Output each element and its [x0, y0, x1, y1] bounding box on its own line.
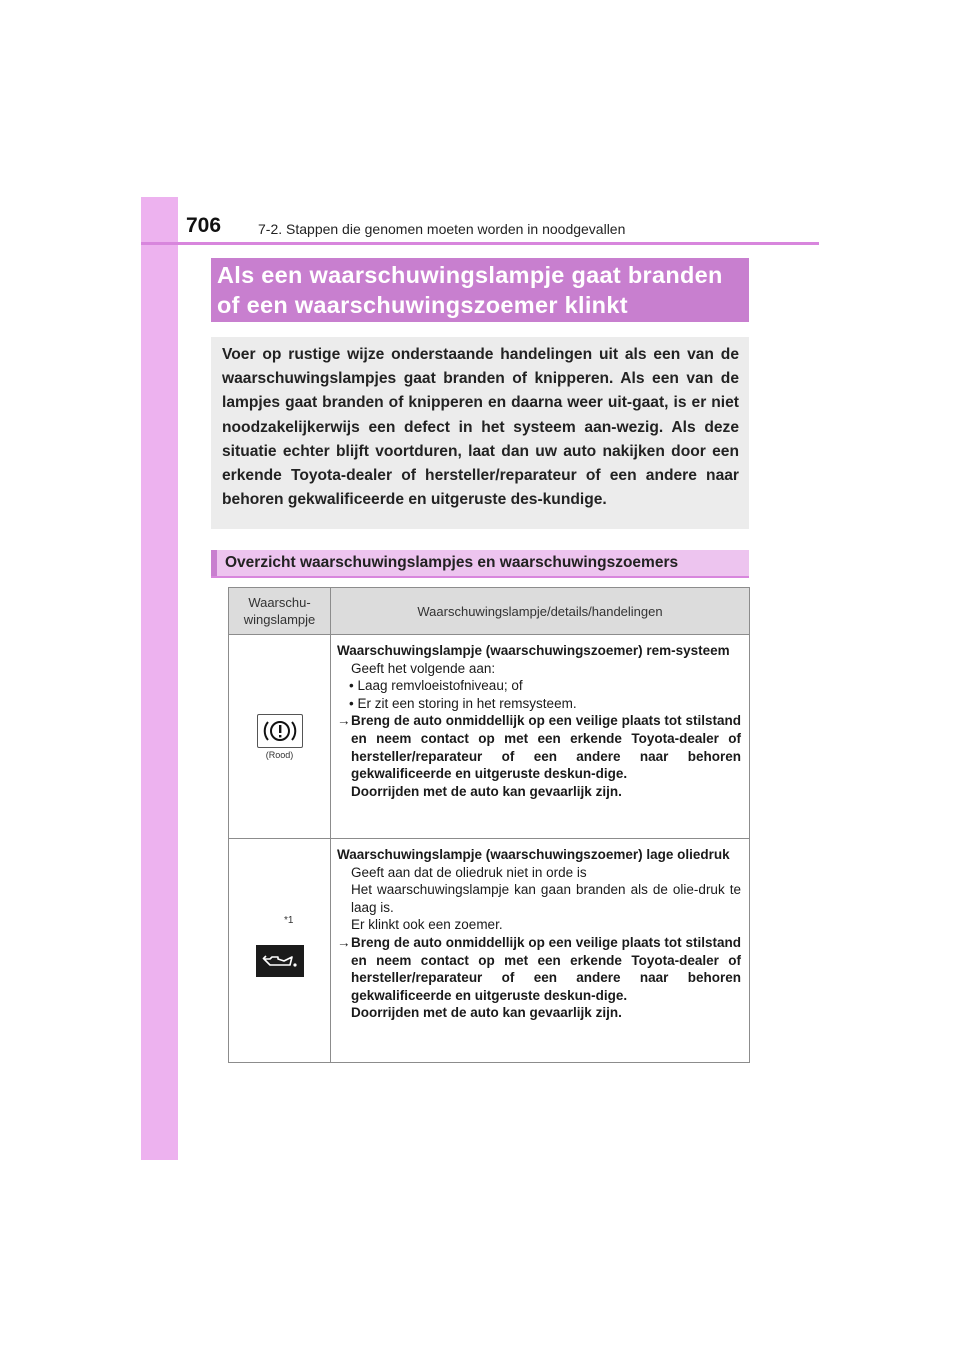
bullet-item: • Er zit een storing in het remsysteem. [349, 695, 577, 711]
intro-paragraph: Voer op rustige wijze onderstaande handelingen uit als een van de waarschuwingslampjes gaat branden of knipperen. Als een van de lampjes gaat branden of knipperen en daarna weer uit-gaat, is er niet noodzakelijkerwijs een defect in het systeem aan-wezig. Als deze situatie echter blijft voortduren, laat dan uw auto nakijken door een erkende Toyota-dealer of hersteller/reparateur of een andere naar behoren gekwalificeerde en uitgeruste des-kundige. [211, 337, 749, 529]
icon-cell [229, 635, 331, 839]
description-line: Geeft aan dat de oliedruk niet in orde is [351, 864, 587, 880]
brake-warning-icon [257, 714, 303, 748]
arrow-icon: → [337, 934, 351, 950]
table-row [229, 635, 750, 839]
header-rule [141, 242, 819, 245]
description-line: Het waarschuwingslampje kan gaan branden als de olie-druk te laag is. [351, 882, 741, 915]
section-heading: Overzicht waarschuwingslampjes en waarschuwingszoemers [211, 550, 749, 576]
column-header-light-line2: wingslampje [243, 612, 316, 627]
column-header-details: Waarschuwingslampje/details/handelingen [331, 588, 750, 635]
bullet-text: Laag remvloeistofniveau; of [357, 678, 523, 694]
chapter-header: 7-2. Stappen die genomen moeten worden in noodgevallen [258, 221, 626, 237]
bullet-item: • Laag remvloeistofniveau; of [349, 678, 523, 694]
description-line: Geeft het volgende aan: [351, 660, 496, 676]
action-text [337, 934, 741, 1004]
bullet-text: Er zit een storing in het remsysteem. [357, 695, 577, 711]
table-header-row [229, 588, 750, 635]
action-instruction: Breng de auto onmiddellijk op een veilige plaats tot stilstand en neem contact op met een erkende Toyota-dealer of hersteller/reparateur of een andere naar behoren gekwalificeerde en uitgeruste deskun-dige. [351, 713, 741, 782]
details-cell [331, 635, 750, 839]
icon-color-caption: (Rood) [265, 749, 294, 760]
warning-title: Waarschuwingslampje (waarschuwingszoemer) rem-systeem [337, 643, 730, 658]
action-instruction: Breng de auto onmiddellijk op een veilige plaats tot stilstand en neem contact op met een erkende Toyota-dealer of hersteller/reparateur of een andere naar behoren gekwalificeerde en uitgeruste deskun-dige. [351, 934, 741, 1003]
page-title: Als een waarschuwingslampje gaat branden of een waarschuwingszoemer klinkt [211, 258, 749, 322]
side-tab-band [141, 197, 178, 1160]
warning-lights-table [228, 587, 750, 1063]
footnote-mark: *1 [284, 915, 294, 926]
consequence-text: Doorrijden met de auto kan gevaarlijk zijn. [351, 1005, 622, 1021]
arrow-icon: → [337, 713, 351, 729]
page-number: 706 [186, 214, 222, 237]
warning-title: Waarschuwingslampje (waarschuwingszoemer) lage oliedruk [337, 847, 730, 862]
description-line: Er klinkt ook een zoemer. [351, 917, 503, 933]
consequence-text: Doorrijden met de auto kan gevaarlijk zijn. [351, 783, 622, 799]
column-header-light [229, 588, 331, 635]
details-cell [331, 839, 750, 1063]
action-text [337, 712, 741, 782]
table-row [229, 839, 750, 1063]
icon-cell [229, 839, 331, 1063]
column-header-light-line1: Waarschu- [248, 595, 311, 610]
oil-pressure-icon [256, 945, 304, 977]
